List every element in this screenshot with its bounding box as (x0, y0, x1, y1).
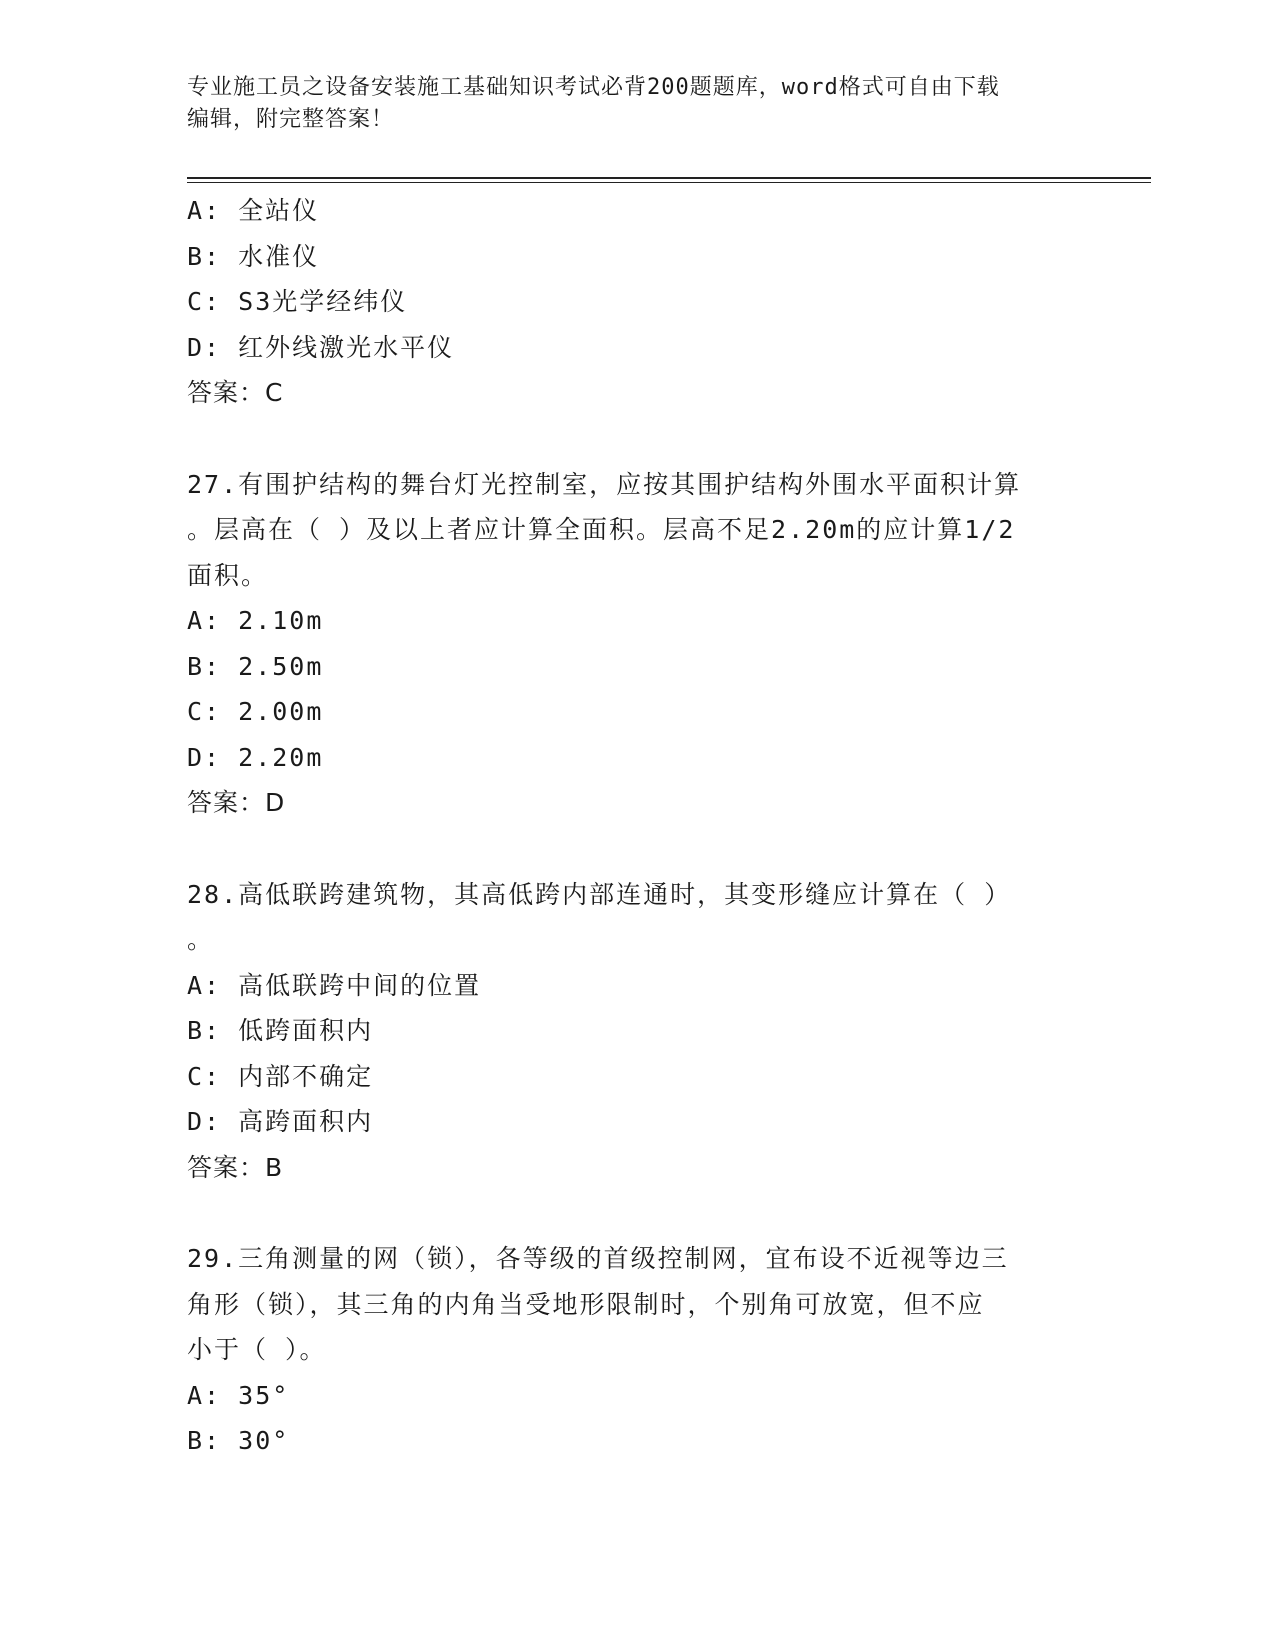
option-c: C: 2.00m (187, 697, 324, 726)
option-c: C: S3光学经纬仪 (187, 287, 408, 316)
option-b: B: 低跨面积内 (187, 1016, 374, 1045)
option-b: B: 2.50m (187, 651, 324, 681)
header-divider-thick (187, 177, 1151, 179)
document-header (187, 72, 1087, 136)
question-27 (187, 462, 1087, 826)
answer-line: 答案：D (187, 788, 286, 817)
question-28 (187, 872, 1087, 1191)
question-29 (187, 1236, 1087, 1464)
option-d: D: 高跨面积内 (187, 1107, 374, 1136)
question-stem-line: 。层高在（ ）及以上者应计算全面积。层高不足2.20m的应计算1/2 (187, 515, 1016, 544)
answer-line: 答案：C (187, 378, 284, 407)
spacer (187, 826, 1087, 872)
question-stem-line: 28.高低联跨建筑物，其高低跨内部连通时，其变形缝应计算在（ ） (187, 879, 1012, 909)
question-stem-line: 。 (187, 925, 215, 954)
option-d: D: 2.20m (187, 742, 324, 772)
spacer (187, 416, 1087, 462)
option-a: A: 35° (187, 1380, 290, 1410)
option-c: C: 内部不确定 (187, 1061, 374, 1091)
question-stem-line: 小于（ ）。 (187, 1335, 327, 1364)
option-b: B: 水准仪 (187, 241, 320, 271)
header-title-line-1: 专业施工员之设备安装施工基础知识考试必背200题题库，word格式可自由下载 (187, 75, 1000, 100)
option-a: A: 全站仪 (187, 196, 320, 225)
option-a: A: 2.10m (187, 606, 324, 635)
option-d: D: 红外线激光水平仪 (187, 332, 455, 362)
question-stem-line: 29.三角测量的网（锁），各等级的首级控制网，宜布设不近视等边三 (187, 1244, 1009, 1273)
option-b: B: 30° (187, 1426, 290, 1455)
question-stem-line: 面积。 (187, 560, 269, 590)
question-26 (187, 188, 1087, 416)
header-divider-thin (187, 182, 1151, 183)
answer-line: 答案：B (187, 1152, 284, 1182)
spacer (187, 1190, 1087, 1236)
header-title-line-2: 编辑，附完整答案！ (187, 107, 395, 132)
question-stem-line: 27.有围护结构的舞台灯光控制室，应按其围护结构外围水平面积计算 (187, 469, 1022, 499)
question-list (187, 188, 1087, 1464)
option-a: A: 高低联跨中间的位置 (187, 970, 482, 1000)
question-stem-line: 角形（锁），其三角的内角当受地形限制时，个别角可放宽，但不应 (187, 1289, 985, 1319)
